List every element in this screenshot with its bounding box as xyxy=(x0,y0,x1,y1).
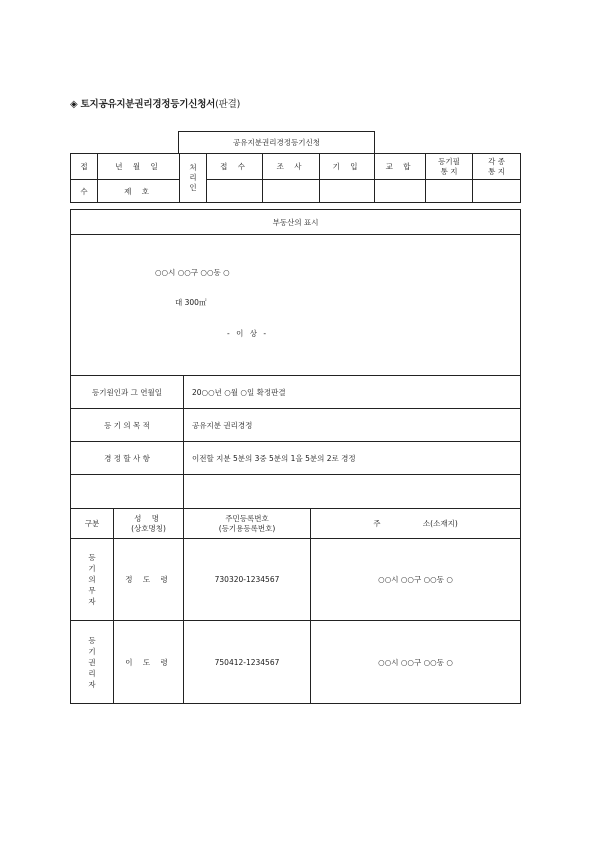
info-value[interactable] xyxy=(184,475,521,509)
document-title xyxy=(70,96,240,110)
party-role-obligor: 등 기 의 무 자 xyxy=(71,539,114,621)
blank-cell[interactable] xyxy=(207,180,263,203)
party-id[interactable]: 750412-1234567 xyxy=(184,621,311,704)
party-name[interactable]: 이 도 령 xyxy=(114,621,184,704)
parties-address-header: 주 소(소재지) xyxy=(311,509,521,539)
number-label: 제 호 xyxy=(98,180,180,203)
receipt-label-bottom: 수 xyxy=(71,180,98,203)
party-name[interactable]: 정 도 령 xyxy=(114,539,184,621)
info-value[interactable]: 이전할 지분 5분의 3중 5분의 1을 5분의 2로 경정 xyxy=(184,442,521,475)
info-label: 등 기 의 목 적 xyxy=(71,409,184,442)
info-label: 경 정 할 사 항 xyxy=(71,442,184,475)
col-verify: 교 합 xyxy=(375,154,426,180)
property-header: 부동산의 표시 xyxy=(71,210,521,235)
receipt-table xyxy=(70,153,521,203)
col-entry: 기 입 xyxy=(320,154,375,180)
blank-cell[interactable] xyxy=(473,180,521,203)
property-end-mark: - 이 상 - xyxy=(227,329,269,338)
blank-cell[interactable] xyxy=(375,180,426,203)
notice-label: 등기필 통 지 xyxy=(426,154,473,180)
party-address[interactable]: ○○시 ○○구 ○○동 ○ xyxy=(311,539,521,621)
application-header: 공유지분권리경정등기신청 xyxy=(178,131,375,153)
date-label: 년 월 일 xyxy=(98,154,180,180)
blank-cell[interactable] xyxy=(263,180,320,203)
info-value[interactable]: 공유지분 권리경정 xyxy=(184,409,521,442)
parties-id-header: 주민등록번호 (등기용등록번호) xyxy=(184,509,311,539)
party-id[interactable]: 730320-1234567 xyxy=(184,539,311,621)
col-review: 조 사 xyxy=(263,154,320,180)
info-value[interactable]: 20○○년 ○월 ○일 확정판결 xyxy=(184,376,521,409)
party-role-rightholder: 등 기 권 리 자 xyxy=(71,621,114,704)
each-notice-label: 각 종 통 지 xyxy=(473,154,521,180)
blank-cell[interactable] xyxy=(426,180,473,203)
receipt-label-top: 접 xyxy=(71,154,98,180)
title-suffix: (판결) xyxy=(215,99,241,110)
parties-name-header: 성 명 (상호명칭) xyxy=(114,509,184,539)
parties-category-header: 구분 xyxy=(71,509,114,539)
process-label: 처 리 인 xyxy=(180,154,207,203)
info-label: 등기원인과 그 연월일 xyxy=(71,376,184,409)
blank-cell[interactable] xyxy=(320,180,375,203)
title-text: 토지공유지분권리경정등기신청서 xyxy=(80,99,216,110)
property-land: 대 300㎡ xyxy=(175,298,207,307)
property-address: ○○시 ○○구 ○○동 ○ xyxy=(155,268,230,277)
info-label xyxy=(71,475,184,509)
main-table xyxy=(70,209,521,704)
col-receipt: 접 수 xyxy=(207,154,263,180)
diamond-icon: ◈ xyxy=(70,99,78,110)
property-description xyxy=(71,235,521,376)
party-address[interactable]: ○○시 ○○구 ○○동 ○ xyxy=(311,621,521,704)
